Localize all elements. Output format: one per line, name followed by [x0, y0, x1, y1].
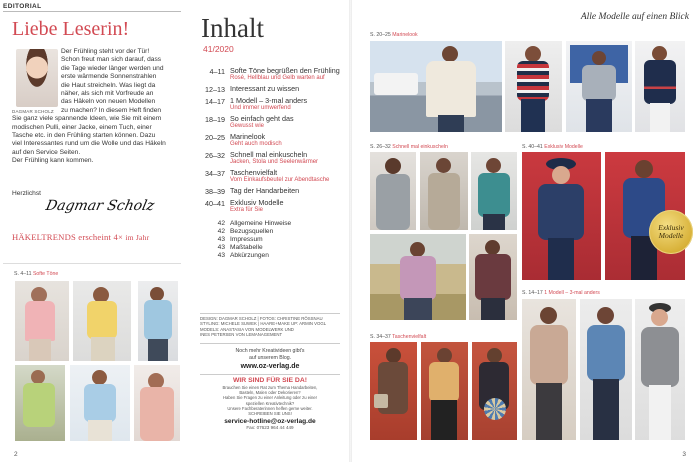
service-line: speziellen Kreativtechnik? — [245, 400, 295, 406]
toc-pages: 20–25 — [205, 133, 225, 142]
photo-striped-top — [505, 41, 562, 132]
divider — [200, 313, 340, 314]
toc-pages: 4–11 — [209, 67, 225, 76]
photo-brown-dress-bag — [370, 342, 417, 440]
page-number-left: 2 — [14, 451, 18, 458]
toc-entry[interactable] — [183, 67, 343, 82]
photo-grey-stole — [370, 152, 416, 230]
toc-pages: 38–39 — [205, 187, 225, 196]
toc-pages: 14–17 — [205, 97, 225, 106]
toc-pages: 42 — [217, 220, 225, 227]
toc-entry-small[interactable] — [183, 228, 343, 236]
photo-green-stole — [15, 365, 65, 441]
issue-number: 41/2020 — [203, 44, 234, 54]
publication-frequency — [12, 232, 149, 242]
photo-ref-marinelook — [370, 32, 418, 38]
toc-entry-subtitle: Geht auch modisch — [230, 141, 282, 147]
photo-dunes-cardigan — [370, 234, 466, 320]
photo-navy-cardigan — [635, 41, 685, 132]
ref-pages: S. 4–11 — [14, 271, 32, 277]
service-fax: Fax: 07623 964 44 449 — [246, 425, 294, 431]
toc-entry-title: Schnell mal einkuscheln — [230, 150, 308, 159]
toc-entry[interactable] — [183, 187, 343, 196]
photo-lightblue-top — [70, 365, 130, 441]
photo-beige-jacket — [420, 152, 468, 230]
photo-ref-1-modell — [522, 290, 600, 296]
photo-teal-top — [471, 152, 517, 230]
letter-line: die Tage wieder länger werden und — [61, 64, 164, 72]
overview-title: Alle Modelle auf einen Blick — [580, 12, 689, 22]
letter-line: modischen Pulli, einer Jacke, einem Tuch, einer — [12, 123, 152, 131]
toc-pages: 40–41 — [205, 199, 225, 208]
service-line: Brauchen Sie einen Rat zum Thema Handarbeiten, — [222, 385, 318, 390]
photo-ref-taschenvielfalt — [370, 334, 426, 340]
service-line: Basteln, Malen oder Dekorieren? — [239, 390, 301, 396]
toc-entry-subtitle: Rosé, Hellblau und Gelb warten auf — [230, 75, 325, 81]
toc-entry[interactable] — [183, 133, 343, 148]
ref-title: 1 Modell – 3-mal anders — [544, 290, 600, 296]
toc-pages: 43 — [217, 252, 225, 259]
credit-line: MODELS: ANASTASIA VON MODELWERK UND — [200, 326, 294, 332]
toc-pages: 18–19 — [205, 115, 225, 124]
divider — [200, 374, 340, 375]
toc-entry-title: Interessant zu wissen — [230, 84, 300, 93]
photo-pink-sweater — [15, 281, 69, 361]
toc-entry-title: Softe Töne begrüßen den Frühling — [230, 66, 340, 75]
photo-knit-pullover — [522, 299, 576, 440]
service-text — [200, 385, 340, 416]
toc-entry[interactable] — [183, 169, 343, 184]
toc-list — [183, 67, 343, 260]
toc-entry-small[interactable] — [183, 252, 343, 260]
toc-entry-subtitle: Extra für Sie — [230, 207, 264, 213]
photo-rose-pullover — [134, 365, 180, 441]
credit-line: INES PETERSEN VON LEMANAGEMENT — [200, 332, 283, 338]
toc-entry-title: So einfach geht das — [230, 114, 294, 123]
ref-title: Exklusiv Modelle — [544, 144, 583, 150]
ref-title: Schnell mal einkuscheln — [392, 144, 448, 150]
photo-black-bag — [421, 342, 468, 440]
toc-entry[interactable] — [183, 151, 343, 166]
service-email-link[interactable]: service-hotline@oz-verlag.de — [224, 418, 316, 426]
photo-grey-sweater — [566, 41, 632, 132]
blog-teaser — [200, 348, 340, 361]
photo-ref-softe-toene — [14, 271, 58, 277]
credits — [200, 316, 340, 338]
photo-ref-exklusiv — [522, 144, 583, 150]
toc-entry-title: 1 Modell – 3-mal anders — [230, 96, 308, 105]
badge-line: Modelle — [658, 231, 684, 240]
photo-yellow-top — [73, 281, 131, 361]
blog-link[interactable]: www.oz-verlag.de — [240, 363, 300, 370]
letter-line: auf den Service Seiten. — [12, 148, 81, 156]
toc-entry[interactable] — [183, 97, 343, 112]
toc-title: Inhalt — [201, 13, 264, 43]
toc-pages: 43 — [217, 244, 225, 251]
credit-line: DESIGN: DAGMAR SCHOLZ | FOTOS: CHRISTINE RÖSSNAU — [200, 316, 323, 321]
toc-pages: 43 — [217, 236, 225, 243]
letter-line: näher, als sich mit Vorfreude an — [61, 90, 154, 98]
service-line: Unsere Fachberaterinnen helfen gerne weiter. — [227, 405, 313, 411]
toc-entry-subtitle: Vom Einkaufsbeutel zur Abendtasche — [230, 177, 330, 183]
service-title: WIR SIND FÜR SIE DA! — [232, 377, 307, 384]
toc-entry[interactable] — [183, 85, 343, 94]
photo-dark-poncho — [469, 234, 517, 320]
toc-entry-title: Exklusiv Modelle — [230, 198, 284, 207]
ref-pages: S. 34–37 — [370, 334, 391, 340]
toc-pages: 12–13 — [205, 85, 225, 94]
section-tag: EDITORIAL — [3, 3, 42, 10]
photo-grey-cap-cardigan — [635, 299, 685, 440]
photo-navy-hat-shawl — [522, 152, 601, 280]
badge-line: Exklusiv — [658, 222, 684, 232]
ref-pages: S. 14–17 — [522, 290, 543, 296]
section-rule — [3, 11, 181, 12]
photo-harbour-poncho — [370, 41, 502, 132]
toc-entry-title: Bezugsquellen — [230, 228, 274, 235]
letter-line: das Häkeln von neuen Modellen — [61, 98, 156, 106]
service-line: SCHREIBEN SIE UNS! — [248, 411, 292, 417]
photo-granny-bag — [472, 342, 517, 440]
toc-entry-subtitle: Und immer umwerfend — [230, 105, 291, 111]
promo-main: HÄKELTRENDS erscheint 4× — [12, 232, 124, 242]
promo-sub: im Jahr — [125, 233, 150, 242]
photo-blue-cardigan — [138, 281, 178, 361]
divider — [200, 343, 340, 344]
toc-entry-title: Allgemeine Hinweise — [230, 220, 292, 227]
ref-pages: S. 20–25 — [370, 32, 391, 38]
toc-entry-subtitle: Jacken, Stola und Seelenwärmer — [230, 159, 319, 165]
letter-line: Der Frühling kann kommen. — [12, 157, 94, 165]
portrait-caption: DAGMAR SCHOLZ — [12, 109, 54, 114]
signature: Dagmar Scholz — [44, 198, 156, 214]
editorial-heading: Liebe Leserin! — [12, 18, 130, 40]
letter-line: Sie ganz viele spannende Ideen, wie Sie mit einem — [12, 115, 162, 123]
ref-pages: S. 40–41 — [522, 144, 543, 150]
toc-pages: 42 — [217, 228, 225, 235]
toc-entry-title: Abkürzungen — [230, 252, 269, 259]
letter-line: die Haut streicheln. Was liegt da — [61, 81, 156, 89]
blog-line: Noch mehr Kreativideen gibt's — [235, 348, 305, 354]
toc-entry-small[interactable] — [183, 236, 343, 244]
toc-entry-small[interactable] — [183, 244, 343, 252]
letter-greeting: Herzlichst — [12, 190, 41, 197]
toc-entry-subtitle: Gewusst wie — [230, 123, 265, 129]
toc-entry-title: Marinelook — [230, 132, 266, 141]
letter-line: Schon freut man sich darauf, dass — [61, 56, 162, 64]
ref-title: Marinelook — [392, 32, 418, 38]
ref-title: Softe Töne — [32, 271, 59, 277]
toc-entry[interactable] — [183, 199, 343, 214]
toc-pages: 34–37 — [205, 169, 225, 178]
photo-blue-knit-top — [580, 299, 632, 440]
toc-entry-title: Impressum — [230, 236, 263, 243]
service-line: Haben Sie Fragen zu einer Anleitung oder zu einer — [222, 395, 318, 401]
ref-pages: S. 26–32 — [370, 144, 391, 150]
divider — [3, 263, 181, 264]
toc-entry-title: Taschenvielfalt — [230, 168, 278, 177]
ref-title: Taschenvielfalt — [392, 334, 427, 340]
letter-line: viel Interessantes rund um die Wolle und das Häkeln — [12, 140, 166, 148]
photo-ref-einkuscheln — [370, 144, 448, 150]
editorial-letter — [12, 48, 180, 166]
toc-entry-small[interactable] — [183, 220, 343, 228]
toc-entry-title: Tag der Handarbeiten — [230, 186, 300, 195]
toc-entry-title: Maßtabelle — [230, 244, 263, 251]
letter-line: Tasche etc. in den Frühling starten können. Dazu — [12, 132, 156, 140]
letter-line: erste wärmende Sonnenstrahlen — [61, 73, 157, 81]
letter-line: zu machen? In diesem Heft finden — [61, 106, 162, 114]
credit-line: STYLING: MICHELE SUWEK | HAARE+MAKE UP: ARMIN VOGL — [200, 321, 327, 327]
blog-line: auf unserem Blog. — [248, 354, 292, 361]
letter-line: Der Frühling steht vor der Tür! — [61, 48, 150, 55]
toc-pages: 26–32 — [205, 151, 225, 160]
page-gutter — [349, 0, 352, 462]
page-number-right: 3 — [682, 451, 686, 458]
exklusiv-badge — [649, 210, 693, 254]
service-box — [200, 377, 340, 430]
toc-entry[interactable] — [183, 115, 343, 130]
